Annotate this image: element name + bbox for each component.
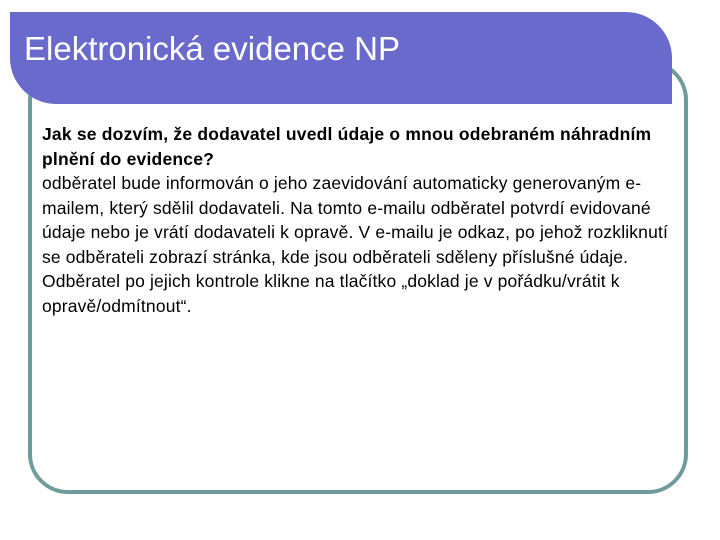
question-text: Jak se dozvím, že dodavatel uvedl údaje o mnou odebraném náhradním plnění do evidence? <box>42 124 652 169</box>
slide-title: Elektronická evidence NP <box>24 30 401 67</box>
slide-body <box>42 122 686 318</box>
answer-text: odběratel bude informován o jeho zaevidování automaticky generovaným e-mailem, který sdělil dodavateli. Na tomto e-mailu odběratel potvrdí evidované údaje nebo je vrátí dodavateli k opravě. V e-mailu je odkaz, po jehož rozkliknutí se odběrateli zobrazí stránka, kde jsou odběrateli sděleny příslušné údaje. Odběratel po jejich kontrole klikne na tlačítko „doklad je v pořádku/vrátit k opravě/odmítnout“. <box>42 173 668 316</box>
title-underline <box>32 106 646 108</box>
